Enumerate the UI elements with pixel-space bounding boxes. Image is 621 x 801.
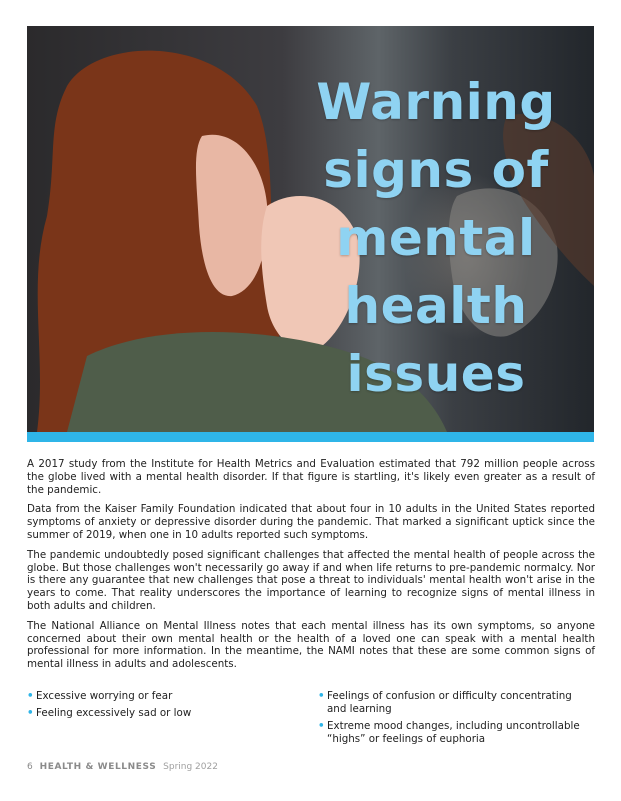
list-item xyxy=(318,720,594,746)
list-item xyxy=(318,690,594,716)
list-item-text: Excessive worrying or fear xyxy=(36,690,173,702)
page-title: Warning signs of mental health issues xyxy=(316,73,556,403)
page-number: 6 xyxy=(27,762,33,772)
list-item xyxy=(27,707,297,720)
bullet-icon: • xyxy=(27,707,34,719)
list-item-text: Feeling excessively sad or low xyxy=(36,707,192,719)
bullet-list-left xyxy=(27,690,297,724)
bullet-icon: • xyxy=(318,720,325,732)
section-name: HEALTH & WELLNESS xyxy=(39,762,157,772)
paragraph: The National Alliance on Mental Illness notes that each mental illness has its own symptoms, so anyone concerned about their own mental health or the health of a loved one can speak with a mental health professional for more information. In the meantime, the NAMI notes that these are some common signs of mental illness in adults and adolescents. xyxy=(27,619,595,671)
accent-band xyxy=(27,432,594,442)
paragraph: A 2017 study from the Institute for Health Metrics and Evaluation estimated that 792 million people across the globe lived with a mental health disorder. If that figure is startling, it's likely even greater as a result of the pandemic. xyxy=(27,458,595,496)
hero-image xyxy=(27,26,594,432)
paragraph: Data from the Kaiser Family Foundation indicated that about four in 10 adults in the United States reported symptoms of anxiety or depressive disorder during the pandemic. That marked a significant uptick since the summer of 2019, when one in 10 adults reported such symptoms. xyxy=(27,503,595,541)
issue-date: Spring 2022 xyxy=(163,762,218,772)
list-item-text: Feelings of confusion or difficulty concentrating and learning xyxy=(327,690,572,715)
bullet-icon: • xyxy=(27,690,34,702)
bullet-list-right xyxy=(318,690,594,750)
bullet-icon: • xyxy=(318,690,325,702)
article-body xyxy=(27,458,595,678)
page-footer xyxy=(27,762,218,772)
list-item-text: Extreme mood changes, including uncontrollable “highs” or feelings of euphoria xyxy=(327,720,580,745)
paragraph: The pandemic undoubtedly posed significant challenges that affected the mental health of people across the globe. But those challenges won't necessarily go away if and when life returns to pre-pandemic normalcy. Nor is there any guarantee that new challenges that pose a threat to individuals' mental health won't arise in the years to come. That reality underscores the importance of learning to recognize signs of mental illness in both adults and children. xyxy=(27,548,595,612)
list-item xyxy=(27,690,297,703)
